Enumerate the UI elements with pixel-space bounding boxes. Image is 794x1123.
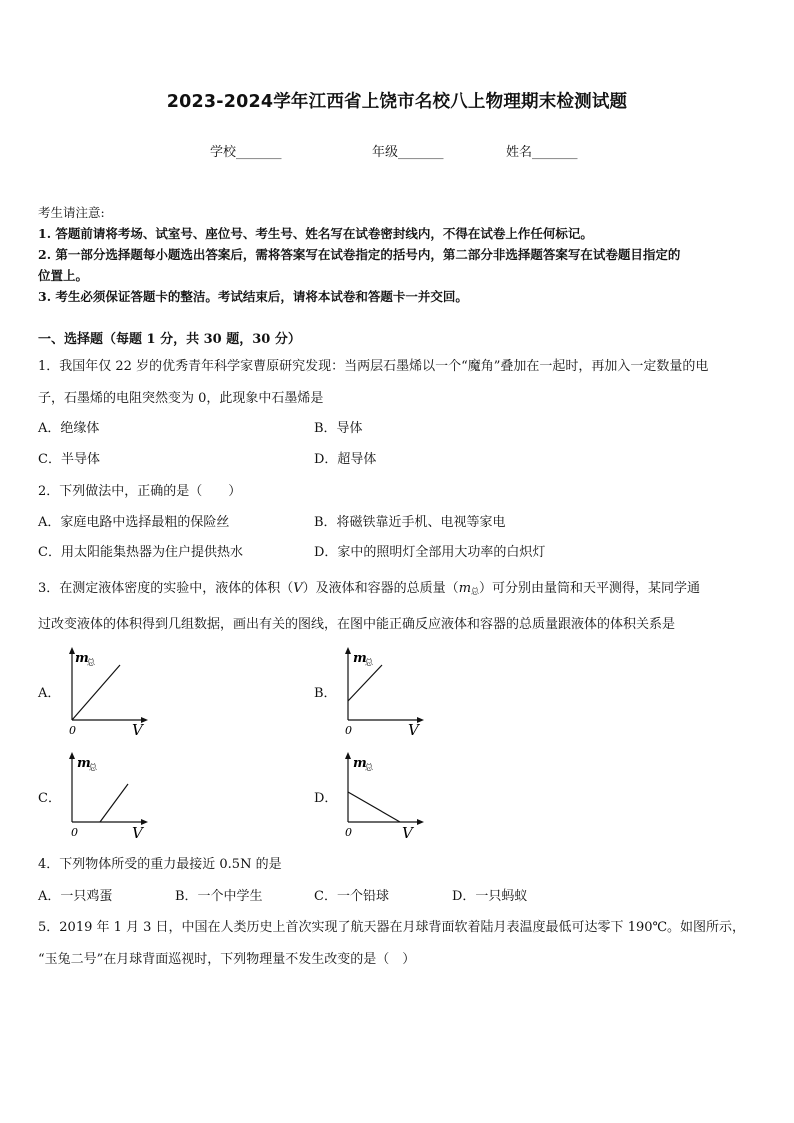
q3-option-b-label[interactable]: B．	[314, 686, 337, 701]
notice-item: 1. 答题前请将考场、试室号、座位号、考生号、姓名写在试卷密封线内，不得在试卷上作任何标记。	[38, 226, 593, 241]
notice-heading: 考生请注意:	[38, 205, 105, 220]
section-heading: 一、选择题（每题 1 分，共 30 题，30 分）	[38, 332, 301, 347]
grade-field[interactable]: 年级_______	[372, 145, 444, 160]
q1-option-b[interactable]: B．导体	[314, 421, 363, 436]
origin-label: 0	[71, 826, 78, 839]
q1-option-a[interactable]: A．绝缘体	[38, 421, 100, 436]
name-field[interactable]: 姓名_______	[506, 145, 578, 160]
origin-label: 0	[345, 724, 352, 737]
q1-option-c[interactable]: C．半导体	[38, 452, 100, 467]
q1-stem: 子，石墨烯的电阻突然变为 0，此现象中石墨烯是	[38, 391, 324, 406]
graph-option-b[interactable]	[334, 645, 429, 740]
axis-x-label: V	[402, 824, 413, 842]
origin-label: 0	[345, 826, 352, 839]
graph-option-d[interactable]	[334, 750, 429, 845]
axis-y-label: m	[353, 756, 367, 771]
axis-x-label: V	[408, 721, 419, 739]
axis-y-label: m	[77, 756, 91, 771]
school-field[interactable]: 学校_______	[210, 145, 282, 160]
svg-text:总: 总	[365, 658, 373, 667]
page-title: 2023-2024学年江西省上饶市名校八上物理期末检测试题	[166, 92, 628, 112]
q1-stem: 1．我国年仅 22 岁的优秀青年科学家曹原研究发现：当两层石墨烯以一个“魔角”叠加在一起时，再加入一定数量的电	[38, 359, 709, 374]
graph-line	[100, 784, 128, 822]
svg-text:总: 总	[365, 763, 373, 772]
mass-symbol: m	[458, 581, 472, 596]
q2-stem: 2．下列做法中，正确的是（ ）	[38, 484, 242, 499]
axis-x-label: V	[132, 824, 143, 842]
notice-item: 位置上。	[38, 268, 89, 283]
svg-text:总: 总	[87, 658, 95, 667]
graph-option-c[interactable]	[58, 750, 153, 845]
q4-option-c[interactable]: C．一个铅球	[314, 889, 389, 904]
q2-option-a[interactable]: A．家庭电路中选择最粗的保险丝	[38, 515, 230, 530]
svg-text:总: 总	[89, 763, 97, 772]
q1-option-d[interactable]: D．超导体	[314, 452, 377, 467]
graph-option-a[interactable]	[58, 645, 153, 740]
q2-option-b[interactable]: B．将磁铁靠近手机、电视等家电	[314, 515, 506, 530]
origin-label: 0	[69, 724, 76, 737]
axis-x-label: V	[132, 721, 143, 739]
graph-line	[72, 665, 120, 720]
q3-stem: 3．在测定液体密度的实验中，液体的体积（V）及液体和容器的总质量$(m_总)$可分别由量筒和天平测得，某同学通	[38, 581, 701, 596]
graph-line	[348, 665, 382, 701]
q2-option-c[interactable]: C．用太阳能集热器为住户提供热水	[38, 545, 243, 560]
q5-stem: “玉兔二号”在月球背面巡视时，下列物理量不发生改变的是（ ）	[38, 952, 416, 967]
q2-option-d[interactable]: D．家中的照明灯全部用大功率的白炽灯	[314, 545, 546, 560]
q4-option-a[interactable]: A．一只鸡蛋	[38, 889, 113, 904]
q3-option-d-label[interactable]: D．	[314, 791, 338, 806]
axis-y-label: m	[353, 651, 367, 666]
q4-stem: 4．下列物体所受的重力最接近 0.5N 的是	[38, 857, 282, 872]
notice-item: 3. 考生必须保证答题卡的整洁。考试结束后，请将本试卷和答题卡一并交回。	[38, 289, 468, 304]
q3-stem: 过改变液体的体积得到几组数据，画出有关的图线，在图中能正确反应液体和容器的总质量跟液体的体积关系是	[38, 617, 676, 632]
q4-option-b[interactable]: B．一个中学生	[175, 889, 263, 904]
q3-option-a-label[interactable]: A．	[38, 686, 61, 701]
volume-symbol: V	[293, 581, 303, 596]
axis-y-label: m	[75, 651, 89, 666]
notice-item: 2. 第一部分选择题每小题选出答案后，需将答案写在试卷指定的括号内，第二部分非选择题答案写在试卷题目指定的	[38, 247, 681, 262]
q5-stem: 5．2019 年 1 月 3 日，中国在人类历史上首次实现了航天器在月球背面软着陆月表温度最低可达零下 190℃。如图所示，	[38, 920, 746, 935]
q3-option-c-label[interactable]: C．	[38, 791, 61, 806]
q4-option-d[interactable]: D．一只蚂蚁	[452, 889, 528, 904]
graph-line	[348, 792, 400, 822]
